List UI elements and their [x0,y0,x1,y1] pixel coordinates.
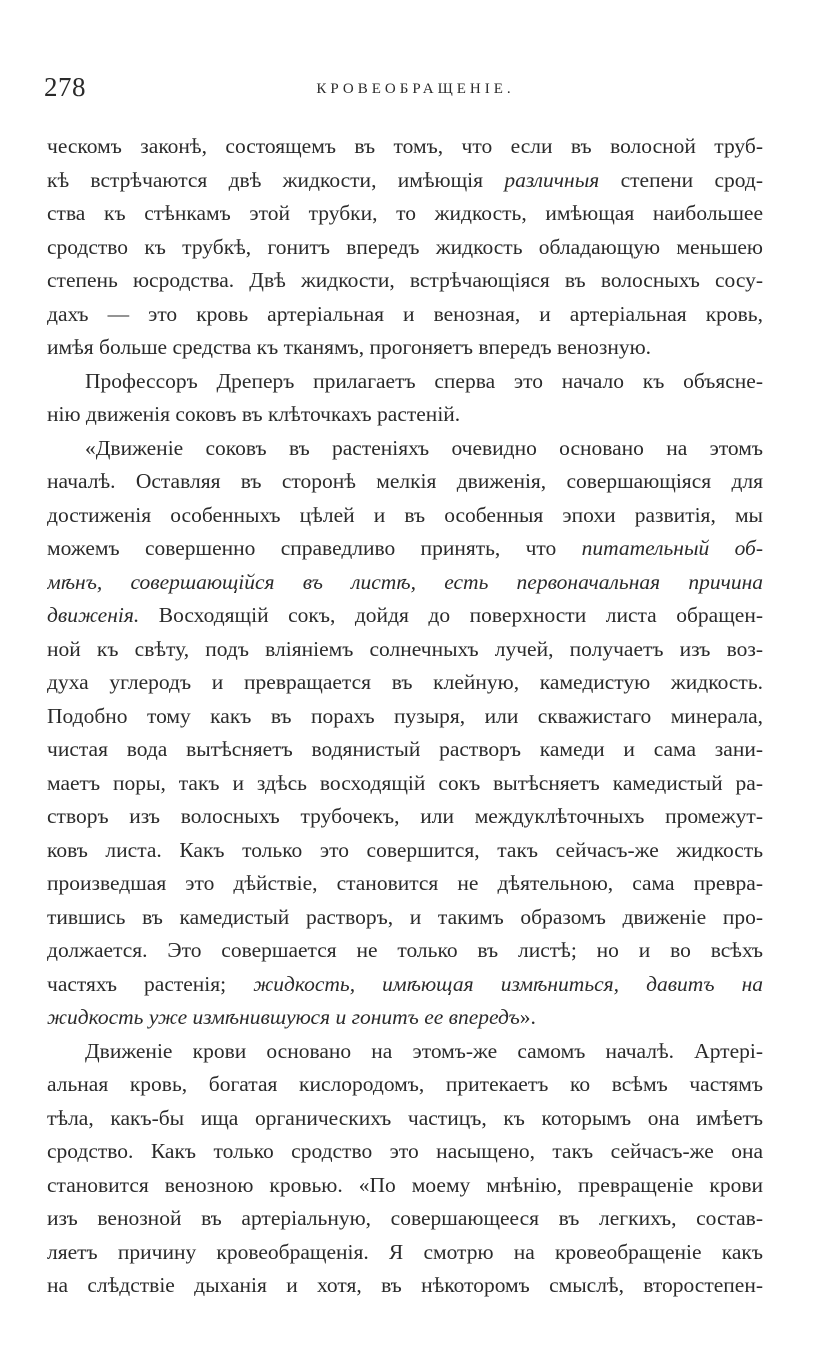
italic-text: различныя [504,167,600,192]
text-segment: становится венозною кровью. «По моему мнѣнію, превращеніе крови [47,1172,763,1197]
text-segment: ковъ листа. Какъ только это совершится, такъ сейчасъ-же жидкость [47,837,763,862]
text-line [47,1236,763,1270]
text-segment: степени срод- [599,167,763,192]
text-line [47,1169,763,1203]
text-line [47,599,763,633]
text-segment: достиженія особенныхъ цѣлей и въ особенныя эпохи развитія, мы [47,502,763,527]
text-line [47,733,763,767]
text-line [47,465,763,499]
text-line [47,231,763,265]
text-line [47,1135,763,1169]
italic-text: мѣнъ, совершающійся въ листѣ, есть первоначальная причина [47,569,763,594]
text-segment: кѣ встрѣчаются двѣ жидкости, имѣющія [47,167,505,192]
text-line [47,432,763,466]
text-segment: ной къ свѣту, подъ вліяніемъ солнечныхъ лучей, получаетъ изъ воз- [47,636,763,661]
text-line [47,700,763,734]
text-line [47,197,763,231]
text-segment: Восходящій сокъ, дойдя до поверхности листа обращен- [139,603,763,627]
text-line [47,130,763,164]
text-segment: Подобно тому какъ въ порахъ пузыря, или скважистаго минерала, [47,703,763,728]
text-line [47,666,763,700]
text-segment: дахъ — это кровь артеріальная и венозная, и артеріальная кровь, [47,301,763,326]
text-segment: духа углеродъ и превращается въ клейную, камедистую жидкость. [47,670,763,694]
text-line [47,1269,763,1303]
text-segment: на слѣдствіе дыханія и хотя, въ нѣкоторомъ смыслѣ, второстепен- [47,1273,763,1297]
text-segment: Профессоръ Дреперъ прилагаетъ сперва это начало къ объясне- [85,368,763,393]
text-line [47,1035,763,1069]
text-line [47,633,763,667]
text-line [47,1202,763,1236]
text-line [47,800,763,834]
text-line [47,566,763,600]
text-segment: можемъ совершенно справедливо принять, что [47,536,582,560]
text-segment: началѣ. Оставляя въ сторонѣ мелкія движенія, совершающіяся для [47,469,763,493]
text-line [47,164,763,198]
text-line [47,298,763,332]
text-line [47,901,763,935]
text-segment: нію движенія соковъ въ клѣточкахъ растеній. [47,402,461,426]
italic-text: питательный об- [581,536,763,560]
text-line [47,867,763,901]
text-segment: чистая вода вытѣсняетъ водянистый растворъ камеди и сама зани- [47,737,763,761]
text-segment: Движеніе крови основано на этомъ-же самомъ началѣ. Артері- [85,1038,763,1063]
text-segment: маетъ поры, такъ и здѣсь восходящій сокъ вытѣсняетъ камедистый ра- [47,770,763,795]
text-segment: ческомъ законѣ, состоящемъ въ томъ, что если въ волосной труб- [47,134,763,158]
text-line [47,1068,763,1102]
text-line [47,398,763,432]
text-segment: створъ изъ волосныхъ трубочекъ, или междуклѣточныхъ промежут- [47,804,763,828]
text-line [47,264,763,298]
text-line [47,499,763,533]
text-segment: изъ венозной въ артеріальную, совершающееся въ легкихъ, состав- [47,1206,763,1230]
text-segment: имѣя больше средства къ тканямъ, прогоняетъ впередъ венозную. [47,335,652,359]
text-line [47,532,763,566]
text-segment: тѣла, какъ-бы ища органическихъ частицъ, къ которымъ она имѣетъ [47,1105,763,1130]
text-segment: степень юсродства. Двѣ жидкости, встрѣчающіяся въ волосныхъ сосу- [47,268,763,292]
text-line [47,1001,763,1035]
text-segment: ляетъ причину кровеобращенія. Я смотрю на кровеобращеніе какъ [47,1239,763,1264]
italic-text: движенія. [47,603,140,627]
text-line [47,934,763,968]
text-line [47,968,763,1002]
text-segment: ства къ стѣнкамъ этой трубки, то жидкость, имѣющая наибольшее [47,201,763,225]
text-line [47,365,763,399]
text-segment: частяхъ растенія; [47,971,254,996]
page-number: 278 [44,72,86,102]
text-segment: «Движеніе соковъ въ растеніяхъ очевидно основано на этомъ [85,435,763,460]
text-line [47,331,763,365]
text-segment: тившись въ камедистый растворъ, и такимъ образомъ движеніе про- [47,904,763,929]
text-segment: должается. Это совершается не только въ листѣ; но и во всѣхъ [47,938,763,962]
italic-text: жидкость уже измѣнившуюся и гонитъ ее впередъ [47,1005,520,1029]
running-title: КРОВЕОБРАЩЕНІЕ. [316,81,515,97]
text-line [47,834,763,868]
text-segment: произведшая это дѣйствіе, становится не дѣятельною, сама превра- [47,871,763,895]
text-line [47,1102,763,1136]
text-segment: сродство. Какъ только сродство это насыщено, такъ сейчасъ-же она [47,1139,763,1163]
text-line [47,767,763,801]
body-text [47,130,763,1303]
text-segment: ». [519,1005,536,1029]
italic-text: жидкость, имѣющая измѣниться, давитъ на [253,971,763,996]
page-header [44,72,763,106]
text-segment: альная кровь, богатая кислородомъ, притекаетъ ко всѣмъ частямъ [47,1072,763,1096]
text-segment: сродство къ трубкѣ, гонитъ впередъ жидкость обладающую меньшею [47,234,763,259]
